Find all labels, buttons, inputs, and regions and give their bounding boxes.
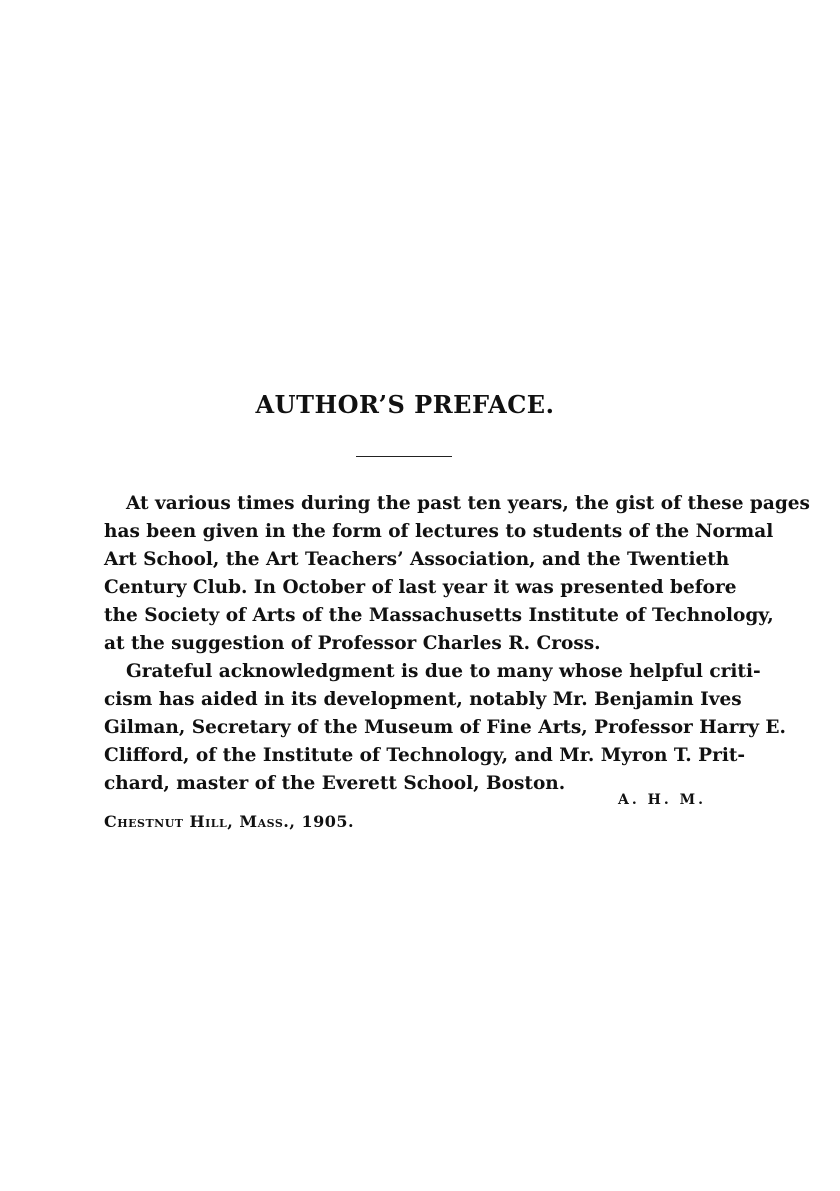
page-title: AUTHOR’S PREFACE. [255, 390, 555, 419]
paragraph-2-line: chard, master of the Everett School, Boston. [104, 773, 566, 794]
preface-body [104, 490, 810, 798]
place-date-line: Chestnut Hill, Mass., 1905. [104, 812, 355, 831]
paragraph-2-line: Gilman, Secretary of the Museum of Fine Arts, Professor Harry E. [104, 717, 786, 738]
paragraph-1-line: Art School, the Art Teachers’ Association, and the Twentieth [104, 549, 730, 570]
paragraph-1-line: has been given in the form of lectures to students of the Normal [104, 521, 774, 542]
paragraph-1-line: At various times during the past ten years, the gist of these pages [126, 493, 810, 514]
paragraph-2-line: Grateful acknowledgment is due to many whose helpful criti- [126, 661, 761, 682]
paragraph-1-line: at the suggestion of Professor Charles R. Cross. [104, 633, 601, 654]
paragraph-2-line: Clifford, of the Institute of Technology, and Mr. Myron T. Prit- [104, 745, 746, 766]
title-divider [356, 456, 452, 457]
paragraph-1-line: the Society of Arts of the Massachusetts Institute of Technology, [104, 605, 774, 626]
author-initials: A. H. M. [618, 792, 706, 808]
paragraph-2-line: cism has aided in its development, notably Mr. Benjamin Ives [104, 689, 742, 710]
paragraph-1-line: Century Club. In October of last year it was presented before [104, 577, 737, 598]
